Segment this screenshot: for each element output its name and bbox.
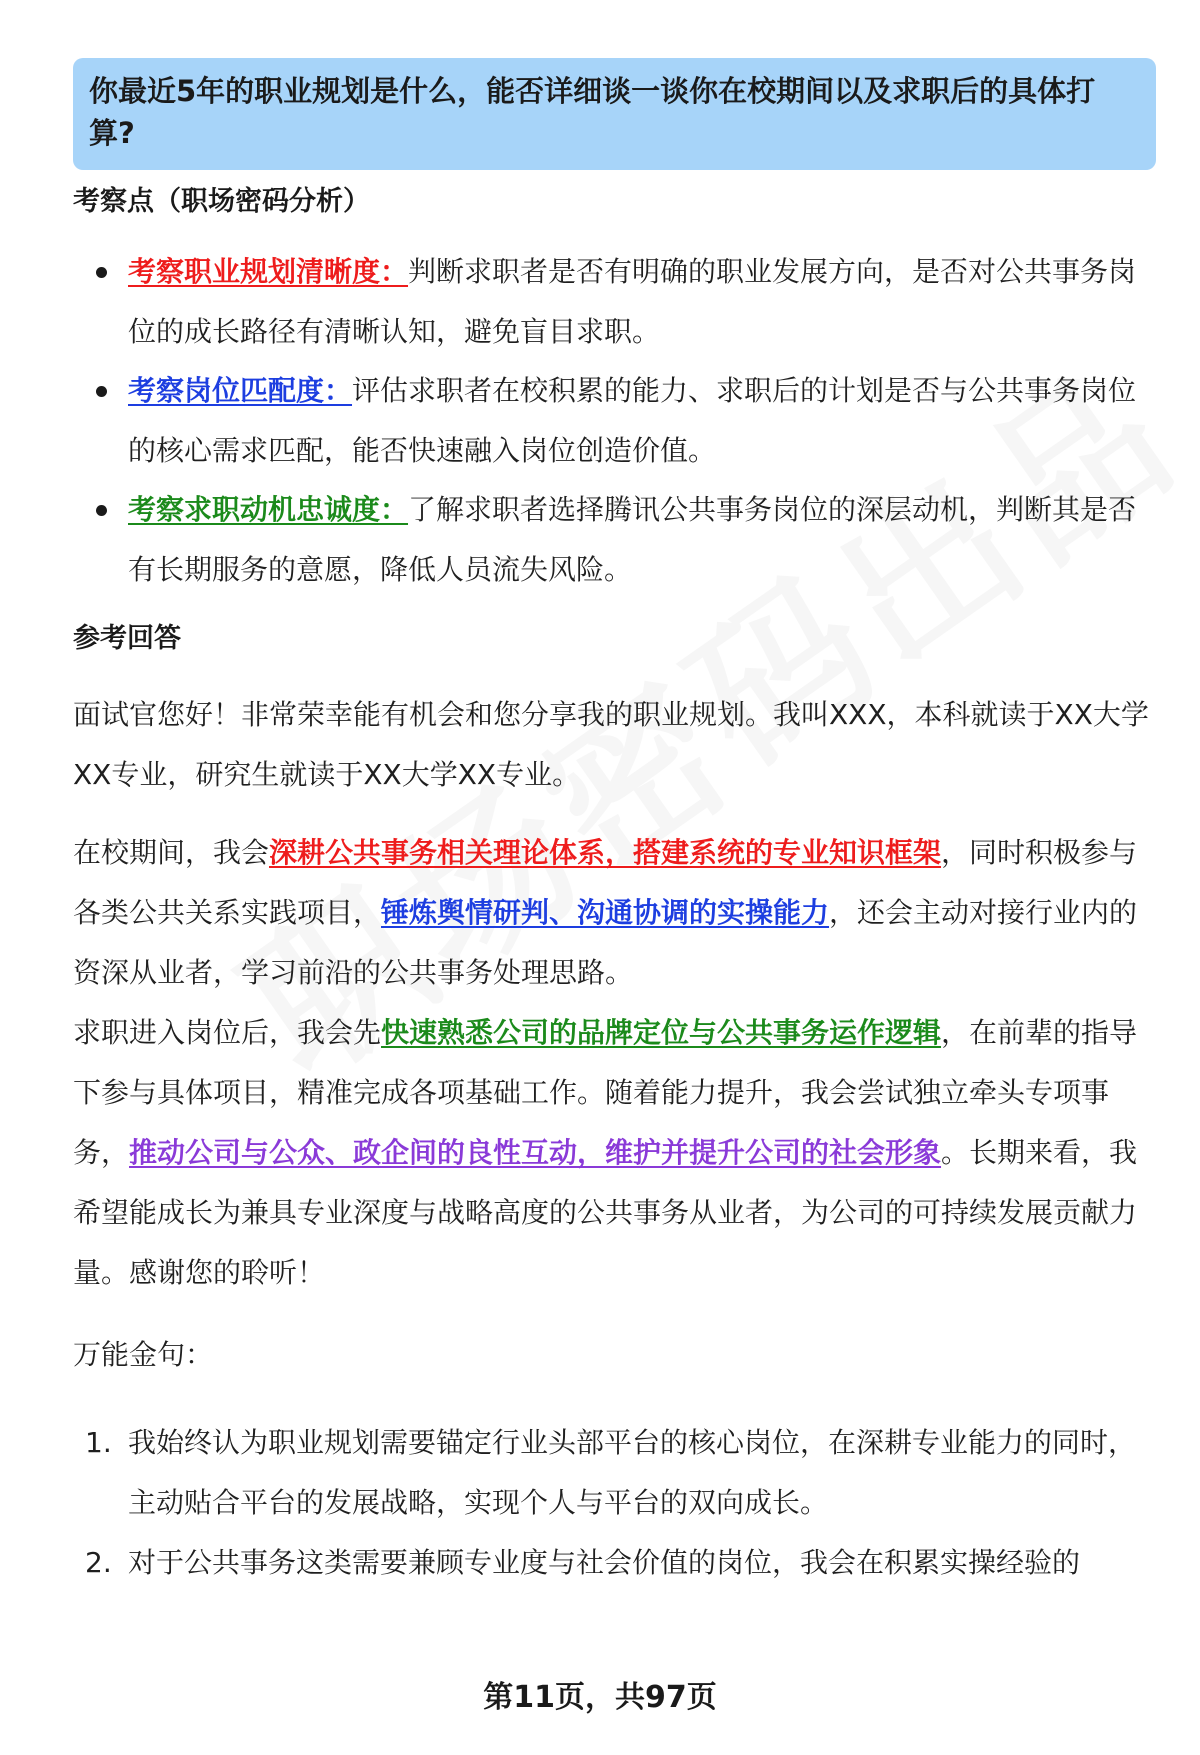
item-text: 对于公共事务这类需要兼顾专业度与社会价值的岗位，我会在积累实操经验的 bbox=[128, 1546, 1081, 1579]
list-item bbox=[73, 480, 1156, 600]
highlight-text: 锤炼舆情研判、沟通协调的实操能力 bbox=[381, 896, 830, 929]
highlight-label: 考察岗位匹配度： bbox=[128, 374, 353, 407]
assessment-list bbox=[73, 242, 1156, 600]
paragraph-text: 求职进入岗位后，我会先 bbox=[73, 1016, 382, 1049]
item-text: 我始终认为职业规划需要锚定行业头部平台的核心岗位，在深耕专业能力的同时，主动贴合平台的发展战略，实现个人与平台的双向成长。 bbox=[128, 1426, 1137, 1519]
assessment-heading: 考察点（职场密码分析） bbox=[73, 186, 370, 217]
bullet-icon bbox=[96, 386, 107, 397]
answer-paragraph-school bbox=[73, 823, 1156, 1003]
highlight-text: 推动公司与公众、政企间的良性互动，维护并提升公司的社会形象 bbox=[129, 1136, 942, 1169]
golden-heading: 万能金句： bbox=[73, 1338, 214, 1371]
page-footer: 第11页，共97页 bbox=[483, 1680, 717, 1715]
question-box bbox=[73, 58, 1156, 170]
list-item bbox=[73, 242, 1156, 362]
golden-list bbox=[73, 1413, 1156, 1593]
bullet-icon bbox=[96, 505, 107, 516]
list-number: 2. bbox=[85, 1546, 112, 1579]
highlight-text: 快速熟悉公司的品牌定位与公共事务运作逻辑 bbox=[381, 1016, 942, 1049]
list-item bbox=[73, 361, 1156, 481]
document-page bbox=[73, 58, 1156, 1593]
highlight-label: 考察职业规划清晰度： bbox=[128, 255, 409, 288]
answer-heading: 参考回答 bbox=[73, 623, 181, 654]
highlight-label: 考察求职动机忠诚度： bbox=[128, 493, 409, 526]
list-item bbox=[73, 1413, 1156, 1533]
list-item bbox=[73, 1533, 1156, 1593]
paragraph-text: ，在前辈的指导下参与具体项目，精准完成各项基础工作。随着能力提升，我会尝试独立牵头专项事务， bbox=[73, 1016, 1138, 1169]
paragraph-text: ，还会主动对接行业内的资深从业者，学习前沿的公共事务处理思路。 bbox=[73, 896, 1138, 989]
paragraph-text: 在校期间，我会 bbox=[73, 836, 270, 869]
paragraph-text: ，同时积极参与各类公共关系实践项目， bbox=[73, 836, 1138, 929]
answer-paragraph-career bbox=[73, 1003, 1156, 1303]
question-text: 你最近5年的职业规划是什么，能否详细谈一谈你在校期间以及求职后的具体打算? bbox=[89, 74, 1096, 150]
bullet-icon bbox=[96, 267, 107, 278]
item-text: 评估求职者在校积累的能力、求职后的计划是否与公共事务岗位的核心需求匹配，能否快速融入岗位创造价值。 bbox=[128, 374, 1137, 467]
item-text: 了解求职者选择腾讯公共事务岗位的深层动机，判断其是否有长期服务的意愿，降低人员流失风险。 bbox=[128, 493, 1137, 586]
paragraph-text: 。长期来看，我希望能成长为兼具专业深度与战略高度的公共事务从业者，为公司的可持续发展贡献力量。感谢您的聆听！ bbox=[73, 1136, 1138, 1289]
answer-paragraph-intro: 面试官您好！非常荣幸能有机会和您分享我的职业规划。我叫XXX，本科就读于XX大学XX专业，研究生就读于XX大学XX专业。 bbox=[73, 698, 1149, 791]
item-text: 判断求职者是否有明确的职业发展方向，是否对公共事务岗位的成长路径有清晰认知，避免盲目求职。 bbox=[128, 255, 1137, 348]
highlight-text: 深耕公共事务相关理论体系，搭建系统的专业知识框架 bbox=[269, 836, 942, 869]
list-number: 1. bbox=[85, 1426, 112, 1459]
